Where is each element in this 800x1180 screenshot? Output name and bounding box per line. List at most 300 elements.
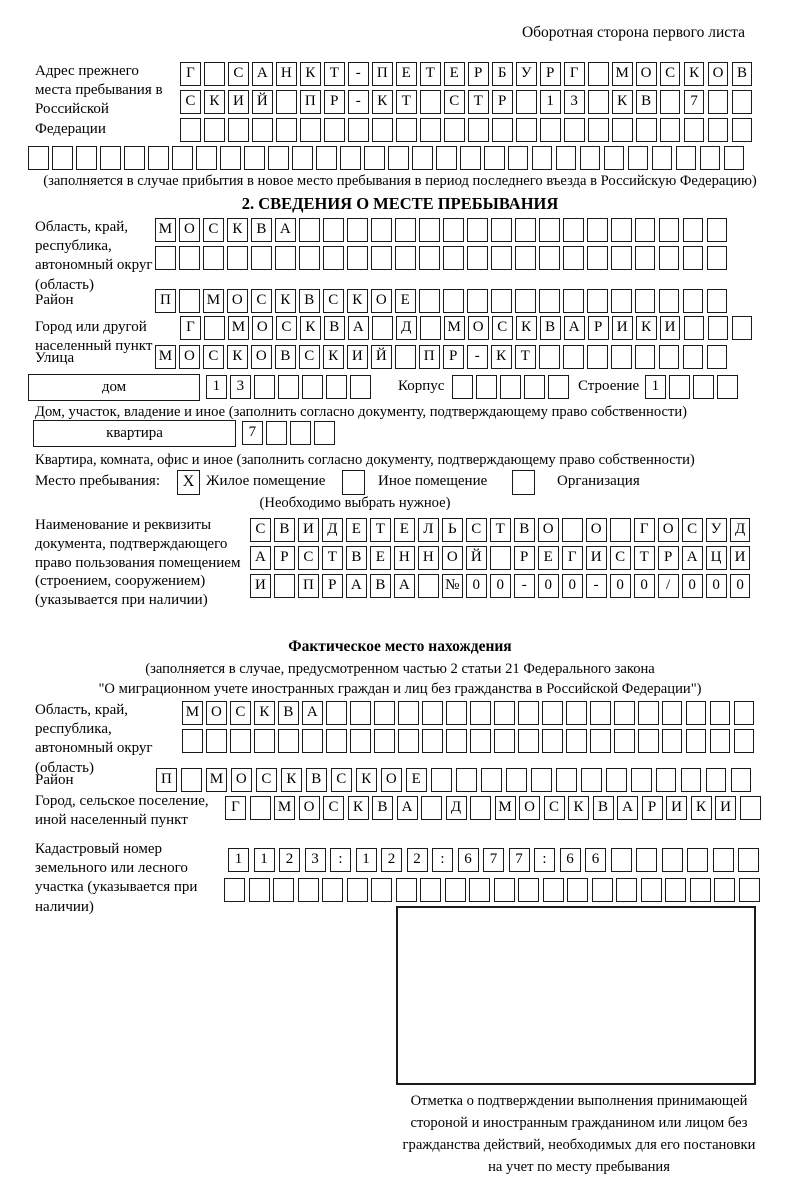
char-box[interactable] [155, 246, 176, 270]
char-box[interactable]: П [300, 90, 321, 114]
char-box[interactable] [606, 768, 627, 792]
char-box[interactable]: Р [468, 62, 489, 86]
char-box[interactable]: Г [180, 62, 201, 86]
char-box[interactable] [708, 90, 729, 114]
char-box[interactable] [436, 146, 457, 170]
char-box[interactable]: П [419, 345, 440, 369]
char-box[interactable]: № [442, 574, 463, 598]
char-box[interactable]: / [658, 574, 679, 598]
char-box[interactable]: Е [406, 768, 427, 792]
char-box[interactable]: В [370, 574, 391, 598]
char-box[interactable]: И [298, 518, 319, 542]
char-box[interactable] [515, 218, 536, 242]
char-box[interactable] [299, 218, 320, 242]
char-box[interactable] [587, 246, 608, 270]
char-box[interactable]: С [331, 768, 352, 792]
char-box[interactable]: К [347, 289, 368, 313]
char-box[interactable] [734, 701, 755, 725]
char-box[interactable] [542, 729, 563, 753]
char-box[interactable]: Р [514, 546, 535, 570]
char-box[interactable] [706, 768, 727, 792]
char-box[interactable] [683, 289, 704, 313]
char-box[interactable] [276, 90, 297, 114]
char-box[interactable]: - [586, 574, 607, 598]
char-box[interactable] [227, 246, 248, 270]
char-box[interactable] [316, 146, 337, 170]
char-box[interactable] [204, 118, 225, 142]
char-box[interactable]: Ь [442, 518, 463, 542]
char-box[interactable] [492, 118, 513, 142]
char-box[interactable]: С [444, 90, 465, 114]
char-box[interactable] [539, 289, 560, 313]
char-box[interactable] [348, 118, 369, 142]
char-box[interactable]: В [278, 701, 299, 725]
char-box[interactable] [250, 796, 271, 820]
char-box[interactable] [563, 218, 584, 242]
char-box[interactable] [371, 246, 392, 270]
char-box[interactable] [604, 146, 625, 170]
char-box[interactable] [539, 218, 560, 242]
char-box[interactable] [445, 878, 466, 902]
char-box[interactable] [299, 246, 320, 270]
char-box[interactable] [323, 246, 344, 270]
char-box[interactable] [420, 878, 441, 902]
char-box[interactable] [220, 146, 241, 170]
char-box[interactable] [251, 246, 272, 270]
char-box[interactable]: 1 [254, 848, 275, 872]
char-box[interactable]: Г [180, 316, 201, 340]
char-box[interactable] [684, 118, 705, 142]
char-box[interactable]: : [534, 848, 555, 872]
char-box[interactable] [182, 729, 203, 753]
char-box[interactable] [180, 118, 201, 142]
char-box[interactable] [420, 118, 441, 142]
char-box[interactable] [611, 345, 632, 369]
char-box[interactable]: Н [394, 546, 415, 570]
char-box[interactable] [564, 118, 585, 142]
char-box[interactable] [420, 90, 441, 114]
char-box[interactable]: Т [420, 62, 441, 86]
char-box[interactable]: О [519, 796, 540, 820]
char-box[interactable] [302, 375, 323, 399]
char-box[interactable]: 7 [483, 848, 504, 872]
char-box[interactable]: 0 [706, 574, 727, 598]
char-box[interactable]: Р [443, 345, 464, 369]
char-box[interactable] [273, 878, 294, 902]
char-box[interactable]: К [300, 316, 321, 340]
char-box[interactable]: Т [490, 518, 511, 542]
char-box[interactable] [52, 146, 73, 170]
char-box[interactable]: И [715, 796, 736, 820]
char-box[interactable]: А [617, 796, 638, 820]
char-box[interactable] [371, 878, 392, 902]
char-box[interactable] [412, 146, 433, 170]
char-box[interactable] [566, 729, 587, 753]
char-box[interactable] [470, 729, 491, 753]
char-box[interactable]: 0 [490, 574, 511, 598]
char-box[interactable] [660, 90, 681, 114]
char-box[interactable]: О [206, 701, 227, 725]
char-box[interactable]: А [397, 796, 418, 820]
char-box[interactable] [494, 878, 515, 902]
char-box[interactable] [206, 729, 227, 753]
char-box[interactable]: 1 [645, 375, 666, 399]
char-box[interactable] [556, 146, 577, 170]
char-box[interactable]: К [356, 768, 377, 792]
char-box[interactable]: О [179, 218, 200, 242]
char-box[interactable] [652, 146, 673, 170]
char-box[interactable] [252, 118, 273, 142]
char-box[interactable] [324, 118, 345, 142]
char-box[interactable] [395, 246, 416, 270]
char-box[interactable]: Е [444, 62, 465, 86]
char-box[interactable]: А [275, 218, 296, 242]
char-box[interactable] [636, 118, 657, 142]
char-box[interactable] [228, 118, 249, 142]
char-box[interactable] [693, 375, 714, 399]
char-box[interactable] [460, 146, 481, 170]
char-box[interactable] [681, 768, 702, 792]
char-box[interactable]: С [660, 62, 681, 86]
char-box[interactable] [347, 246, 368, 270]
char-box[interactable] [372, 316, 393, 340]
char-box[interactable]: - [348, 90, 369, 114]
char-box[interactable] [500, 375, 521, 399]
char-box[interactable]: В [251, 218, 272, 242]
char-box[interactable]: - [467, 345, 488, 369]
char-box[interactable] [524, 375, 545, 399]
char-box[interactable] [687, 848, 708, 872]
char-box[interactable]: Р [322, 574, 343, 598]
char-box[interactable] [491, 246, 512, 270]
char-box[interactable]: Л [418, 518, 439, 542]
char-box[interactable] [724, 146, 745, 170]
char-box[interactable]: 1 [356, 848, 377, 872]
char-box[interactable] [422, 701, 443, 725]
char-box[interactable]: И [228, 90, 249, 114]
char-box[interactable]: С [610, 546, 631, 570]
char-box[interactable]: А [682, 546, 703, 570]
char-box[interactable]: Е [538, 546, 559, 570]
char-box[interactable] [515, 289, 536, 313]
char-box[interactable]: Т [322, 546, 343, 570]
char-box[interactable] [588, 62, 609, 86]
char-box[interactable]: К [254, 701, 275, 725]
char-box[interactable] [444, 118, 465, 142]
char-box[interactable] [714, 878, 735, 902]
char-box[interactable] [542, 701, 563, 725]
char-box[interactable]: 2 [407, 848, 428, 872]
char-box[interactable]: К [568, 796, 589, 820]
char-box[interactable] [587, 218, 608, 242]
char-box[interactable]: В [299, 289, 320, 313]
char-box[interactable] [580, 146, 601, 170]
char-box[interactable] [540, 118, 561, 142]
char-box[interactable]: 6 [585, 848, 606, 872]
char-box[interactable] [539, 345, 560, 369]
char-box[interactable]: Г [564, 62, 585, 86]
char-box[interactable] [421, 796, 442, 820]
char-box[interactable] [708, 316, 729, 340]
char-box[interactable] [708, 118, 729, 142]
char-box[interactable] [543, 878, 564, 902]
char-box[interactable] [690, 878, 711, 902]
char-box[interactable]: И [347, 345, 368, 369]
char-box[interactable]: Р [642, 796, 663, 820]
char-box[interactable] [686, 729, 707, 753]
char-box[interactable] [710, 701, 731, 725]
char-box[interactable] [490, 546, 511, 570]
char-box[interactable] [172, 146, 193, 170]
char-box[interactable]: А [564, 316, 585, 340]
char-box[interactable]: А [348, 316, 369, 340]
char-box[interactable]: : [330, 848, 351, 872]
char-box[interactable] [612, 118, 633, 142]
char-box[interactable]: Е [394, 518, 415, 542]
char-box[interactable]: : [432, 848, 453, 872]
char-box[interactable] [468, 118, 489, 142]
char-box[interactable]: 0 [730, 574, 751, 598]
char-box[interactable] [302, 729, 323, 753]
char-box[interactable]: 7 [684, 90, 705, 114]
char-box[interactable]: Р [588, 316, 609, 340]
char-box[interactable]: И [612, 316, 633, 340]
char-box[interactable]: О [708, 62, 729, 86]
char-box[interactable] [739, 878, 760, 902]
char-box[interactable] [274, 574, 295, 598]
char-box[interactable] [470, 701, 491, 725]
char-box[interactable] [611, 218, 632, 242]
char-box[interactable] [518, 701, 539, 725]
char-box[interactable]: 1 [228, 848, 249, 872]
char-box[interactable]: Е [395, 289, 416, 313]
char-box[interactable] [611, 246, 632, 270]
char-box[interactable] [374, 729, 395, 753]
char-box[interactable] [494, 701, 515, 725]
char-box[interactable]: К [491, 345, 512, 369]
char-box[interactable] [290, 421, 311, 445]
char-box[interactable]: 1 [540, 90, 561, 114]
char-box[interactable] [683, 218, 704, 242]
char-box[interactable] [638, 701, 659, 725]
char-box[interactable] [275, 246, 296, 270]
char-box[interactable]: П [155, 289, 176, 313]
char-box[interactable]: К [372, 90, 393, 114]
char-box[interactable]: 0 [634, 574, 655, 598]
char-box[interactable]: О [586, 518, 607, 542]
char-box[interactable] [669, 375, 690, 399]
char-box[interactable]: К [348, 796, 369, 820]
char-box[interactable]: О [371, 289, 392, 313]
char-box[interactable]: С [250, 518, 271, 542]
char-box[interactable]: П [156, 768, 177, 792]
char-box[interactable]: Т [634, 546, 655, 570]
char-box[interactable]: 0 [538, 574, 559, 598]
char-box[interactable]: В [346, 546, 367, 570]
char-box[interactable] [491, 218, 512, 242]
char-box[interactable] [203, 246, 224, 270]
char-box[interactable] [635, 246, 656, 270]
char-box[interactable] [556, 768, 577, 792]
char-box[interactable]: О [251, 345, 272, 369]
char-box[interactable] [364, 146, 385, 170]
char-box[interactable] [641, 878, 662, 902]
char-box[interactable]: Й [466, 546, 487, 570]
char-box[interactable] [254, 729, 275, 753]
char-box[interactable] [467, 289, 488, 313]
char-box[interactable]: С [251, 289, 272, 313]
char-box[interactable] [611, 289, 632, 313]
char-box[interactable] [396, 878, 417, 902]
char-box[interactable]: С [203, 218, 224, 242]
char-box[interactable]: В [372, 796, 393, 820]
house-type-box[interactable]: дом [28, 374, 200, 401]
char-box[interactable]: К [684, 62, 705, 86]
char-box[interactable] [388, 146, 409, 170]
char-box[interactable] [418, 574, 439, 598]
char-box[interactable] [587, 345, 608, 369]
char-box[interactable]: А [346, 574, 367, 598]
char-box[interactable]: А [302, 701, 323, 725]
char-box[interactable]: О [538, 518, 559, 542]
char-box[interactable] [322, 878, 343, 902]
char-box[interactable] [515, 246, 536, 270]
char-box[interactable] [181, 768, 202, 792]
char-box[interactable] [422, 729, 443, 753]
char-box[interactable]: 6 [458, 848, 479, 872]
char-box[interactable]: М [612, 62, 633, 86]
char-box[interactable] [374, 701, 395, 725]
char-box[interactable] [635, 345, 656, 369]
char-box[interactable] [204, 316, 225, 340]
char-box[interactable]: 0 [466, 574, 487, 598]
char-box[interactable] [292, 146, 313, 170]
char-box[interactable] [467, 246, 488, 270]
char-box[interactable]: С [323, 796, 344, 820]
char-box[interactable] [581, 768, 602, 792]
char-box[interactable] [469, 878, 490, 902]
char-box[interactable]: Й [371, 345, 392, 369]
char-box[interactable] [204, 62, 225, 86]
char-box[interactable]: Т [515, 345, 536, 369]
char-box[interactable] [659, 345, 680, 369]
char-box[interactable]: В [324, 316, 345, 340]
checkbox-organization[interactable] [512, 470, 535, 495]
char-box[interactable]: О [468, 316, 489, 340]
char-box[interactable]: К [281, 768, 302, 792]
char-box[interactable]: К [636, 316, 657, 340]
char-box[interactable] [326, 701, 347, 725]
char-box[interactable] [531, 768, 552, 792]
char-box[interactable] [707, 218, 728, 242]
char-box[interactable] [610, 518, 631, 542]
char-box[interactable]: С [682, 518, 703, 542]
char-box[interactable]: У [706, 518, 727, 542]
char-box[interactable]: К [612, 90, 633, 114]
char-box[interactable]: Н [418, 546, 439, 570]
char-box[interactable] [656, 768, 677, 792]
char-box[interactable]: - [348, 62, 369, 86]
char-box[interactable]: В [274, 518, 295, 542]
char-box[interactable]: И [250, 574, 271, 598]
char-box[interactable]: С [203, 345, 224, 369]
char-box[interactable]: Д [730, 518, 751, 542]
char-box[interactable] [635, 289, 656, 313]
char-box[interactable] [326, 375, 347, 399]
char-box[interactable] [420, 316, 441, 340]
char-box[interactable]: О [381, 768, 402, 792]
char-box[interactable]: Й [252, 90, 273, 114]
char-box[interactable]: К [323, 345, 344, 369]
char-box[interactable] [506, 768, 527, 792]
char-box[interactable]: К [516, 316, 537, 340]
char-box[interactable] [707, 345, 728, 369]
char-box[interactable] [518, 878, 539, 902]
char-box[interactable]: М [228, 316, 249, 340]
char-box[interactable]: Р [324, 90, 345, 114]
char-box[interactable]: 0 [682, 574, 703, 598]
char-box[interactable]: Е [346, 518, 367, 542]
char-box[interactable] [508, 146, 529, 170]
char-box[interactable]: Д [396, 316, 417, 340]
char-box[interactable] [481, 768, 502, 792]
char-box[interactable]: С [492, 316, 513, 340]
char-box[interactable] [419, 289, 440, 313]
char-box[interactable] [323, 218, 344, 242]
char-box[interactable] [446, 729, 467, 753]
char-box[interactable]: Т [468, 90, 489, 114]
char-box[interactable] [740, 796, 761, 820]
char-box[interactable] [662, 848, 683, 872]
char-box[interactable]: К [227, 218, 248, 242]
apartment-type-box[interactable]: квартира [33, 420, 236, 447]
char-box[interactable] [587, 289, 608, 313]
char-box[interactable] [148, 146, 169, 170]
char-box[interactable]: Д [322, 518, 343, 542]
char-box[interactable] [491, 289, 512, 313]
char-box[interactable] [347, 878, 368, 902]
char-box[interactable]: С [228, 62, 249, 86]
char-box[interactable] [707, 246, 728, 270]
char-box[interactable]: С [299, 345, 320, 369]
char-box[interactable]: 6 [560, 848, 581, 872]
char-box[interactable] [224, 878, 245, 902]
char-box[interactable] [476, 375, 497, 399]
char-box[interactable]: К [227, 345, 248, 369]
char-box[interactable]: В [514, 518, 535, 542]
char-box[interactable]: Р [274, 546, 295, 570]
char-box[interactable] [683, 246, 704, 270]
char-box[interactable] [683, 345, 704, 369]
char-box[interactable] [592, 878, 613, 902]
char-box[interactable] [179, 246, 200, 270]
char-box[interactable]: Ц [706, 546, 727, 570]
char-box[interactable] [467, 218, 488, 242]
char-box[interactable] [276, 118, 297, 142]
char-box[interactable] [563, 345, 584, 369]
char-box[interactable] [28, 146, 49, 170]
char-box[interactable]: 2 [381, 848, 402, 872]
char-box[interactable]: М [495, 796, 516, 820]
char-box[interactable] [516, 90, 537, 114]
char-box[interactable] [707, 289, 728, 313]
checkbox-other-premises[interactable] [342, 470, 365, 495]
char-box[interactable]: 2 [279, 848, 300, 872]
char-box[interactable] [588, 90, 609, 114]
char-box[interactable]: О [227, 289, 248, 313]
char-box[interactable] [300, 118, 321, 142]
char-box[interactable]: И [586, 546, 607, 570]
